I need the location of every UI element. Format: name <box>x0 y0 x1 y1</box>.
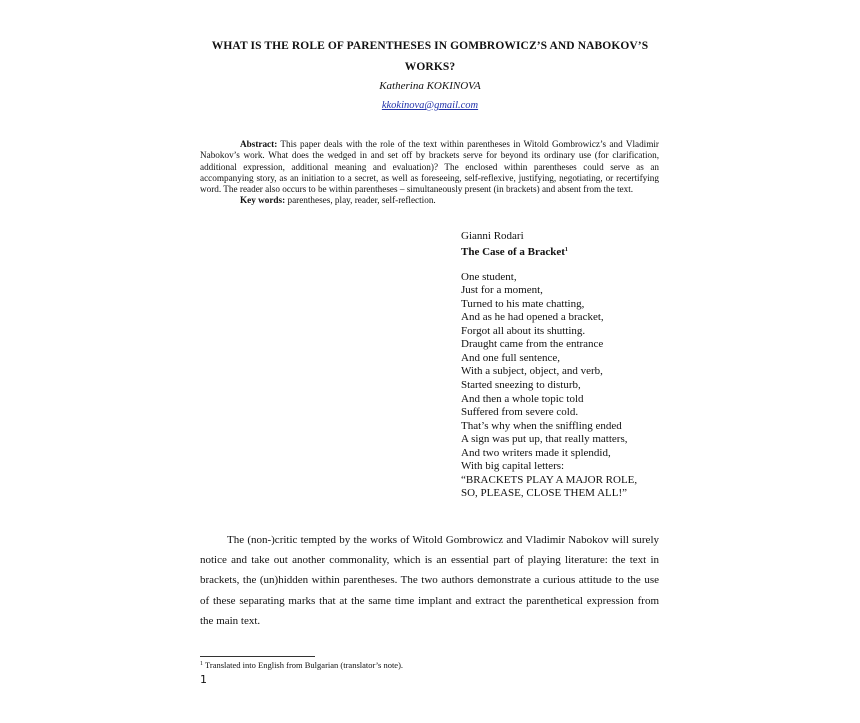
keywords <box>200 195 659 206</box>
keywords-text: parentheses, play, reader, self-reflection. <box>285 195 436 206</box>
poem-line: A sign was put up, that really matters, <box>461 433 628 446</box>
paper-title-line1: WHAT IS THE ROLE OF PARENTHESES IN GOMBROWICZ’S AND NABOKOV’S <box>211 40 649 52</box>
abstract-paragraph <box>200 139 659 195</box>
keywords-label: Key words: <box>240 195 286 206</box>
poem-line: And then a whole topic told <box>461 392 584 405</box>
author-email <box>230 100 630 111</box>
poem-line: Started sneezing to disturb, <box>461 379 581 392</box>
footnote <box>200 660 403 670</box>
author-name: Katherina KOKINOVA <box>379 80 481 92</box>
poem-title <box>461 244 637 258</box>
poem-title-text: The Case of a Bracket <box>461 245 565 258</box>
page-number: 1 <box>200 673 207 686</box>
body-paragraph: The (non-)critic tempted by the works of Witold Gombrowicz and Vladimir Nabokov will surely notice and take out another commonality, which is an essential part of playing literature: the text in brackets, the (un)hidden within parentheses. The two authors demonstrate a curious attitude to the use of these separating marks that at the same time implant and extract the parenthetical expression from the main text. <box>200 534 659 627</box>
abstract-text: This paper deals with the role of the text within parentheses in Witold Gombrowicz’s and Vladimir Nabokov’s work. What does the wedged in and set off by brackets serve for beyond its ordinary use (for clarification, additional expression, additional meaning and evaluation)? The enclosed within parentheses could serve as an accompanying story, as an initiation to a secret, as well as foreseeing, self-reflexive, justifying, negotiating, or recertifying word. The reader also occurs to be within parentheses – simultaneously present (in brackets) and absent from the text. <box>200 139 659 195</box>
paper-title-line2: WORKS? <box>404 61 456 73</box>
poem-line: Draught came from the entrance <box>461 338 604 351</box>
poem-line: And as he had opened a bracket, <box>461 311 604 324</box>
poem-line: And two writers made it splendid, <box>461 446 611 459</box>
body-text <box>200 530 659 631</box>
epigraph-poem <box>461 230 637 501</box>
poem-line: That’s why when the sniffling ended <box>461 419 622 432</box>
poem-line: Forgot all about its shutting. <box>461 324 586 337</box>
email-link[interactable]: kkokinova@gmail.com <box>381 100 479 111</box>
footnote-divider <box>200 656 315 657</box>
abstract-label: Abstract: <box>240 139 278 149</box>
footnote-mark: 1 <box>200 661 203 667</box>
poem-spacer <box>461 257 637 271</box>
abstract <box>200 139 659 207</box>
poem-line: Turned to his mate chatting, <box>461 297 585 310</box>
poem-line: “BRACKETS PLAY A MAJOR ROLE, <box>461 473 638 486</box>
poem-line: And one full sentence, <box>461 351 560 364</box>
footnote-text: Translated into English from Bulgarian (translator’s note). <box>203 660 404 670</box>
poem-line: Suffered from severe cold. <box>461 406 579 419</box>
poem-author: Gianni Rodari <box>461 230 524 242</box>
poem-line: Just for a moment, <box>461 284 543 297</box>
poem-footnote-mark: 1 <box>564 246 568 253</box>
poem-line: SO, PLEASE, CLOSE THEM ALL!” <box>461 487 628 500</box>
poem-line: With a subject, object, and verb, <box>461 365 603 378</box>
poem-line: With big capital letters: <box>461 460 565 473</box>
poem-line: One student, <box>461 270 517 283</box>
